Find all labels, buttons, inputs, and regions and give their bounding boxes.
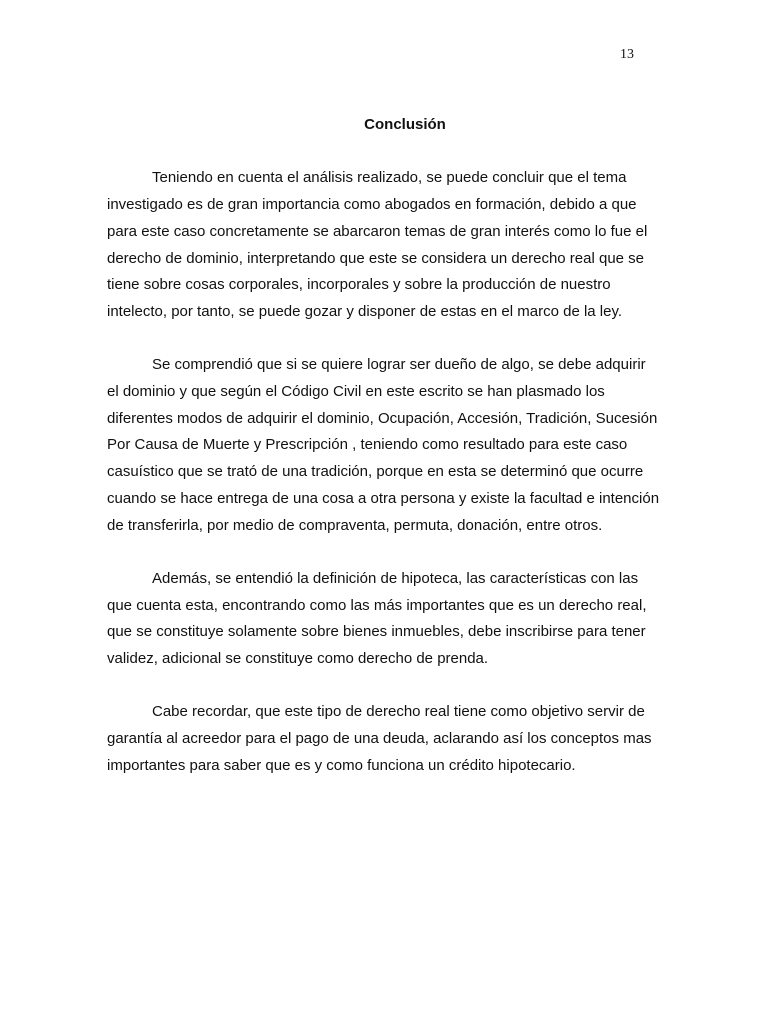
- text-line: garantía al acreedor para el pago de una deuda, aclarando así los conceptos mas: [107, 730, 652, 748]
- paragraph: [107, 352, 687, 539]
- text-line: que se constituye solamente sobre bienes inmuebles, debe inscribirse para tener: [107, 623, 646, 641]
- text-line: el dominio y que según el Código Civil en este escrito se han plasmado los: [107, 383, 605, 400]
- paragraphs: [107, 165, 687, 779]
- text-line: Además, se entendió la definición de hipoteca, las características con las: [152, 569, 639, 587]
- text-line: de transferirla, por medio de compraventa, permuta, donación, entre otros.: [107, 516, 603, 534]
- paragraph: [107, 699, 687, 779]
- text-line: importantes para saber que es y como funciona un crédito hipotecario.: [107, 756, 576, 774]
- text-line: Por Causa de Muerte y Prescripción , teniendo como resultado para este caso: [107, 436, 628, 454]
- text-line: derecho de dominio, interpretando que este se considera un derecho real que se: [107, 249, 645, 267]
- paragraph: [107, 165, 687, 325]
- text-line: casuístico que se trató de una tradición, porque en esta se determinó que ocurre: [107, 463, 644, 481]
- text-line: tiene sobre cosas corporales, incorporales y sobre la producción de nuestro: [107, 276, 611, 294]
- text-line: Teniendo en cuenta el análisis realizado, se puede concluir que el tema: [152, 169, 627, 187]
- document-body: [107, 112, 687, 780]
- text-line: para este caso concretamente se abarcaron temas de gran interés como lo fue el: [107, 222, 648, 240]
- text-line: Se comprendió que si se quiere lograr ser dueño de algo, se debe adquirir: [152, 356, 646, 374]
- page-number: 13: [620, 47, 634, 62]
- text-line: intelecto, por tanto, se puede gozar y disponer de estas en el marco de la ley.: [107, 302, 623, 320]
- text-line: cuando se hace entrega de una cosa a otra persona y existe la facultad e intención: [107, 489, 660, 507]
- text-line: Cabe recordar, que este tipo de derecho real tiene como objetivo servir de: [152, 703, 645, 721]
- text-line: diferentes modos de adquirir el dominio, Ocupación, Accesión, Tradición, Sucesión: [107, 409, 658, 427]
- section-title: Conclusión: [364, 116, 446, 133]
- text-line: investigado es de gran importancia como abogados en formación, debido a que: [107, 196, 637, 214]
- text-line: validez, adicional se constituye como derecho de prenda.: [107, 650, 489, 668]
- text-line: que cuenta esta, encontrando como las más importantes que es un derecho real,: [107, 596, 647, 614]
- paragraph: [107, 566, 687, 673]
